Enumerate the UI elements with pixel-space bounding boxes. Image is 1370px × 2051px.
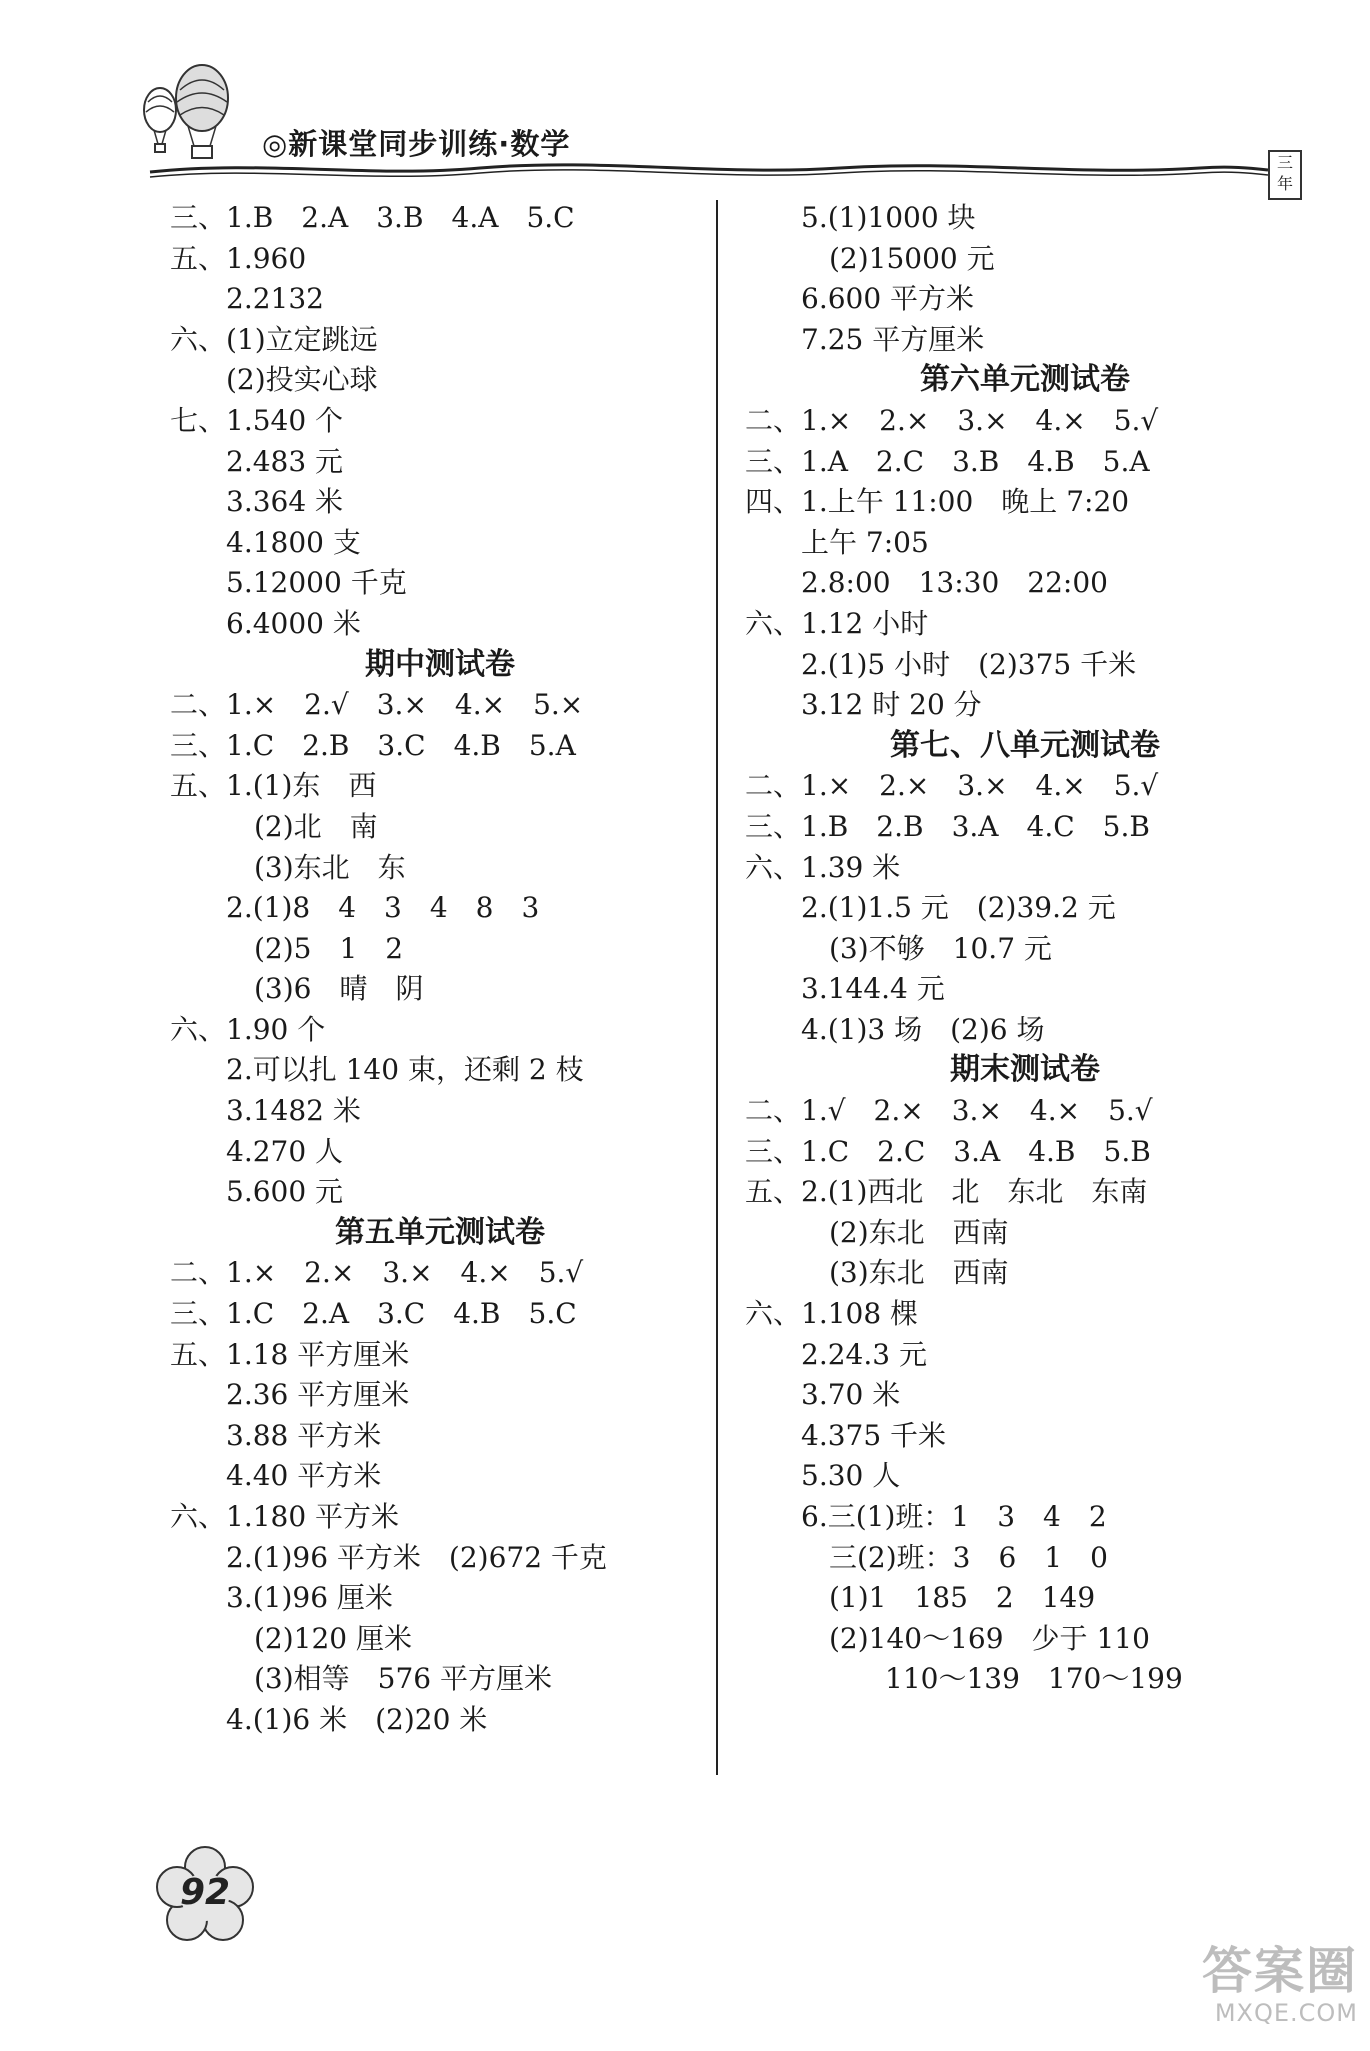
answer-line: (3)6 晴 阴 [170, 972, 424, 1006]
answer-line: 4.375 千米 [745, 1418, 947, 1452]
answer-line: (2)投实心球 [170, 363, 378, 397]
answer-line: 5.(1)1000 块 [745, 201, 976, 234]
answer-line: (2)15000 元 [745, 241, 995, 275]
answer-line: 二、1.× 2.× 3.× 4.× 5.√ [745, 769, 1159, 803]
answer-column-left [170, 198, 710, 1741]
answer-line: 三、1.C 2.C 3.A 4.B 5.B [745, 1134, 1151, 1168]
page-header [0, 0, 1370, 193]
answer-line: 2.(1)96 平方米 (2)672 千克 [170, 1540, 607, 1574]
answer-line: 六、1.90 个 [170, 1012, 326, 1046]
answer-line: 5.30 人 [745, 1459, 901, 1493]
answer-line: 3.364 米 [170, 485, 344, 519]
answer-line: (1)1 185 2 149 [745, 1581, 1096, 1615]
answer-line: 六、1.12 小时 [745, 606, 929, 640]
answer-line: 4.40 平方米 [170, 1459, 382, 1493]
answer-line: 七、1.540 个 [170, 403, 344, 437]
answer-line: 六、1.39 米 [745, 850, 901, 884]
answer-line: 2.36 平方厘米 [170, 1378, 410, 1412]
answer-line: 二、1.× 2.× 3.× 4.× 5.√ [170, 1256, 584, 1290]
answer-line: 五、1.18 平方厘米 [170, 1337, 410, 1371]
answer-line: 二、1.√ 2.× 3.× 4.× 5.√ [745, 1094, 1153, 1128]
answer-line: (3)相等 576 平方厘米 [170, 1662, 553, 1696]
answer-line: 6.三(1)班：1 3 4 2 [745, 1500, 1107, 1533]
answer-line: 2.2132 [170, 282, 324, 316]
answer-column-right [745, 198, 1305, 1700]
grade-label: 三年 [1268, 150, 1302, 200]
header-wavy-rule [0, 150, 1370, 190]
answer-line: (2)5 1 2 [170, 931, 404, 965]
answer-line: 二、1.× 2.× 3.× 4.× 5.√ [745, 403, 1159, 437]
answer-line: 2.(1)5 小时 (2)375 千米 [745, 647, 1137, 681]
site-watermark [1108, 1943, 1358, 2043]
answer-line: 3.1482 米 [170, 1094, 361, 1128]
answer-line: 五、1.960 [170, 241, 307, 275]
section-heading: 期中测试卷 [365, 646, 515, 682]
answer-line: 三、1.B 2.A 3.B 4.A 5.C [170, 201, 575, 234]
answer-line: 3.88 平方米 [170, 1418, 382, 1452]
answer-line: 6.4000 米 [170, 606, 361, 640]
answer-line: 2.483 元 [170, 444, 344, 478]
watermark-url: MXQE.COM [1214, 1999, 1358, 2027]
header-title: ◎新课堂同步训练·数学 [262, 127, 571, 161]
answer-line: 7.25 平方厘米 [745, 322, 985, 356]
answer-line: 三、1.A 2.C 3.B 4.B 5.A [745, 444, 1150, 478]
section-heading: 第五单元测试卷 [335, 1214, 545, 1250]
answer-line: 三、1.B 2.B 3.A 4.C 5.B [745, 809, 1150, 843]
answer-line: 五、1.(1)东 西 [170, 769, 377, 803]
answer-line: 三、1.C 2.A 3.C 4.B 5.C [170, 1297, 577, 1331]
answer-line: (3)东北 西南 [745, 1256, 1009, 1290]
answer-line: (2)北 南 [170, 809, 378, 843]
answer-line: 2.(1)8 4 3 4 8 3 [170, 891, 540, 925]
answer-line: (3)东北 东 [170, 850, 406, 884]
answer-line: 二、1.× 2.√ 3.× 4.× 5.× [170, 688, 584, 722]
answer-line: (3)不够 10.7 元 [745, 931, 1052, 965]
column-divider [716, 200, 718, 1775]
answer-line: 5.12000 千克 [170, 566, 407, 600]
answer-line: 2.8:00 13:30 22:00 [745, 566, 1108, 600]
section-heading: 第六单元测试卷 [920, 362, 1130, 398]
answer-line: 六、1.108 棵 [745, 1297, 919, 1331]
answer-line: 五、2.(1)西北 北 东北 东南 [745, 1175, 1148, 1209]
answer-line: (2)140～169 少于 110 [745, 1621, 1150, 1655]
answer-line: 三(2)班：3 6 1 0 [745, 1540, 1108, 1574]
answer-line: 2.可以扎 140 束，还剩 2 枝 [170, 1053, 584, 1087]
watermark-text: 答案圈 [1202, 1942, 1358, 2000]
answer-line: 六、1.180 平方米 [170, 1500, 400, 1533]
answer-line: 3.144.4 元 [745, 972, 945, 1006]
answer-line: 4.270 人 [170, 1134, 344, 1168]
answer-line: 4.1800 支 [170, 525, 361, 559]
answer-line: 上午 7:05 [745, 525, 929, 559]
section-heading: 第七、八单元测试卷 [890, 727, 1160, 763]
answer-line: (2)东北 西南 [745, 1215, 1009, 1249]
answer-line: 3.70 米 [745, 1378, 901, 1412]
answer-line: 110～139 170～199 [745, 1662, 1183, 1696]
answer-line: (2)120 厘米 [170, 1621, 413, 1655]
answer-line: 2.(1)1.5 元 (2)39.2 元 [745, 891, 1116, 925]
answer-line: 六、(1)立定跳远 [170, 322, 378, 356]
answer-line: 4.(1)6 米 (2)20 米 [170, 1702, 488, 1736]
answer-line: 4.(1)3 场 (2)6 场 [745, 1012, 1045, 1046]
answer-line: 5.600 元 [170, 1175, 344, 1209]
answer-line: 三、1.C 2.B 3.C 4.B 5.A [170, 728, 576, 762]
answer-line: 四、1.上午 11:00 晚上 7:20 [745, 485, 1130, 519]
page-number: 92 [179, 1872, 231, 1913]
answer-line: 6.600 平方米 [745, 282, 975, 316]
answer-line: 3.(1)96 厘米 [170, 1581, 393, 1615]
answer-line: 3.12 时 20 分 [745, 688, 982, 722]
answer-line: 2.24.3 元 [745, 1337, 927, 1371]
section-heading: 期末测试卷 [950, 1052, 1100, 1088]
